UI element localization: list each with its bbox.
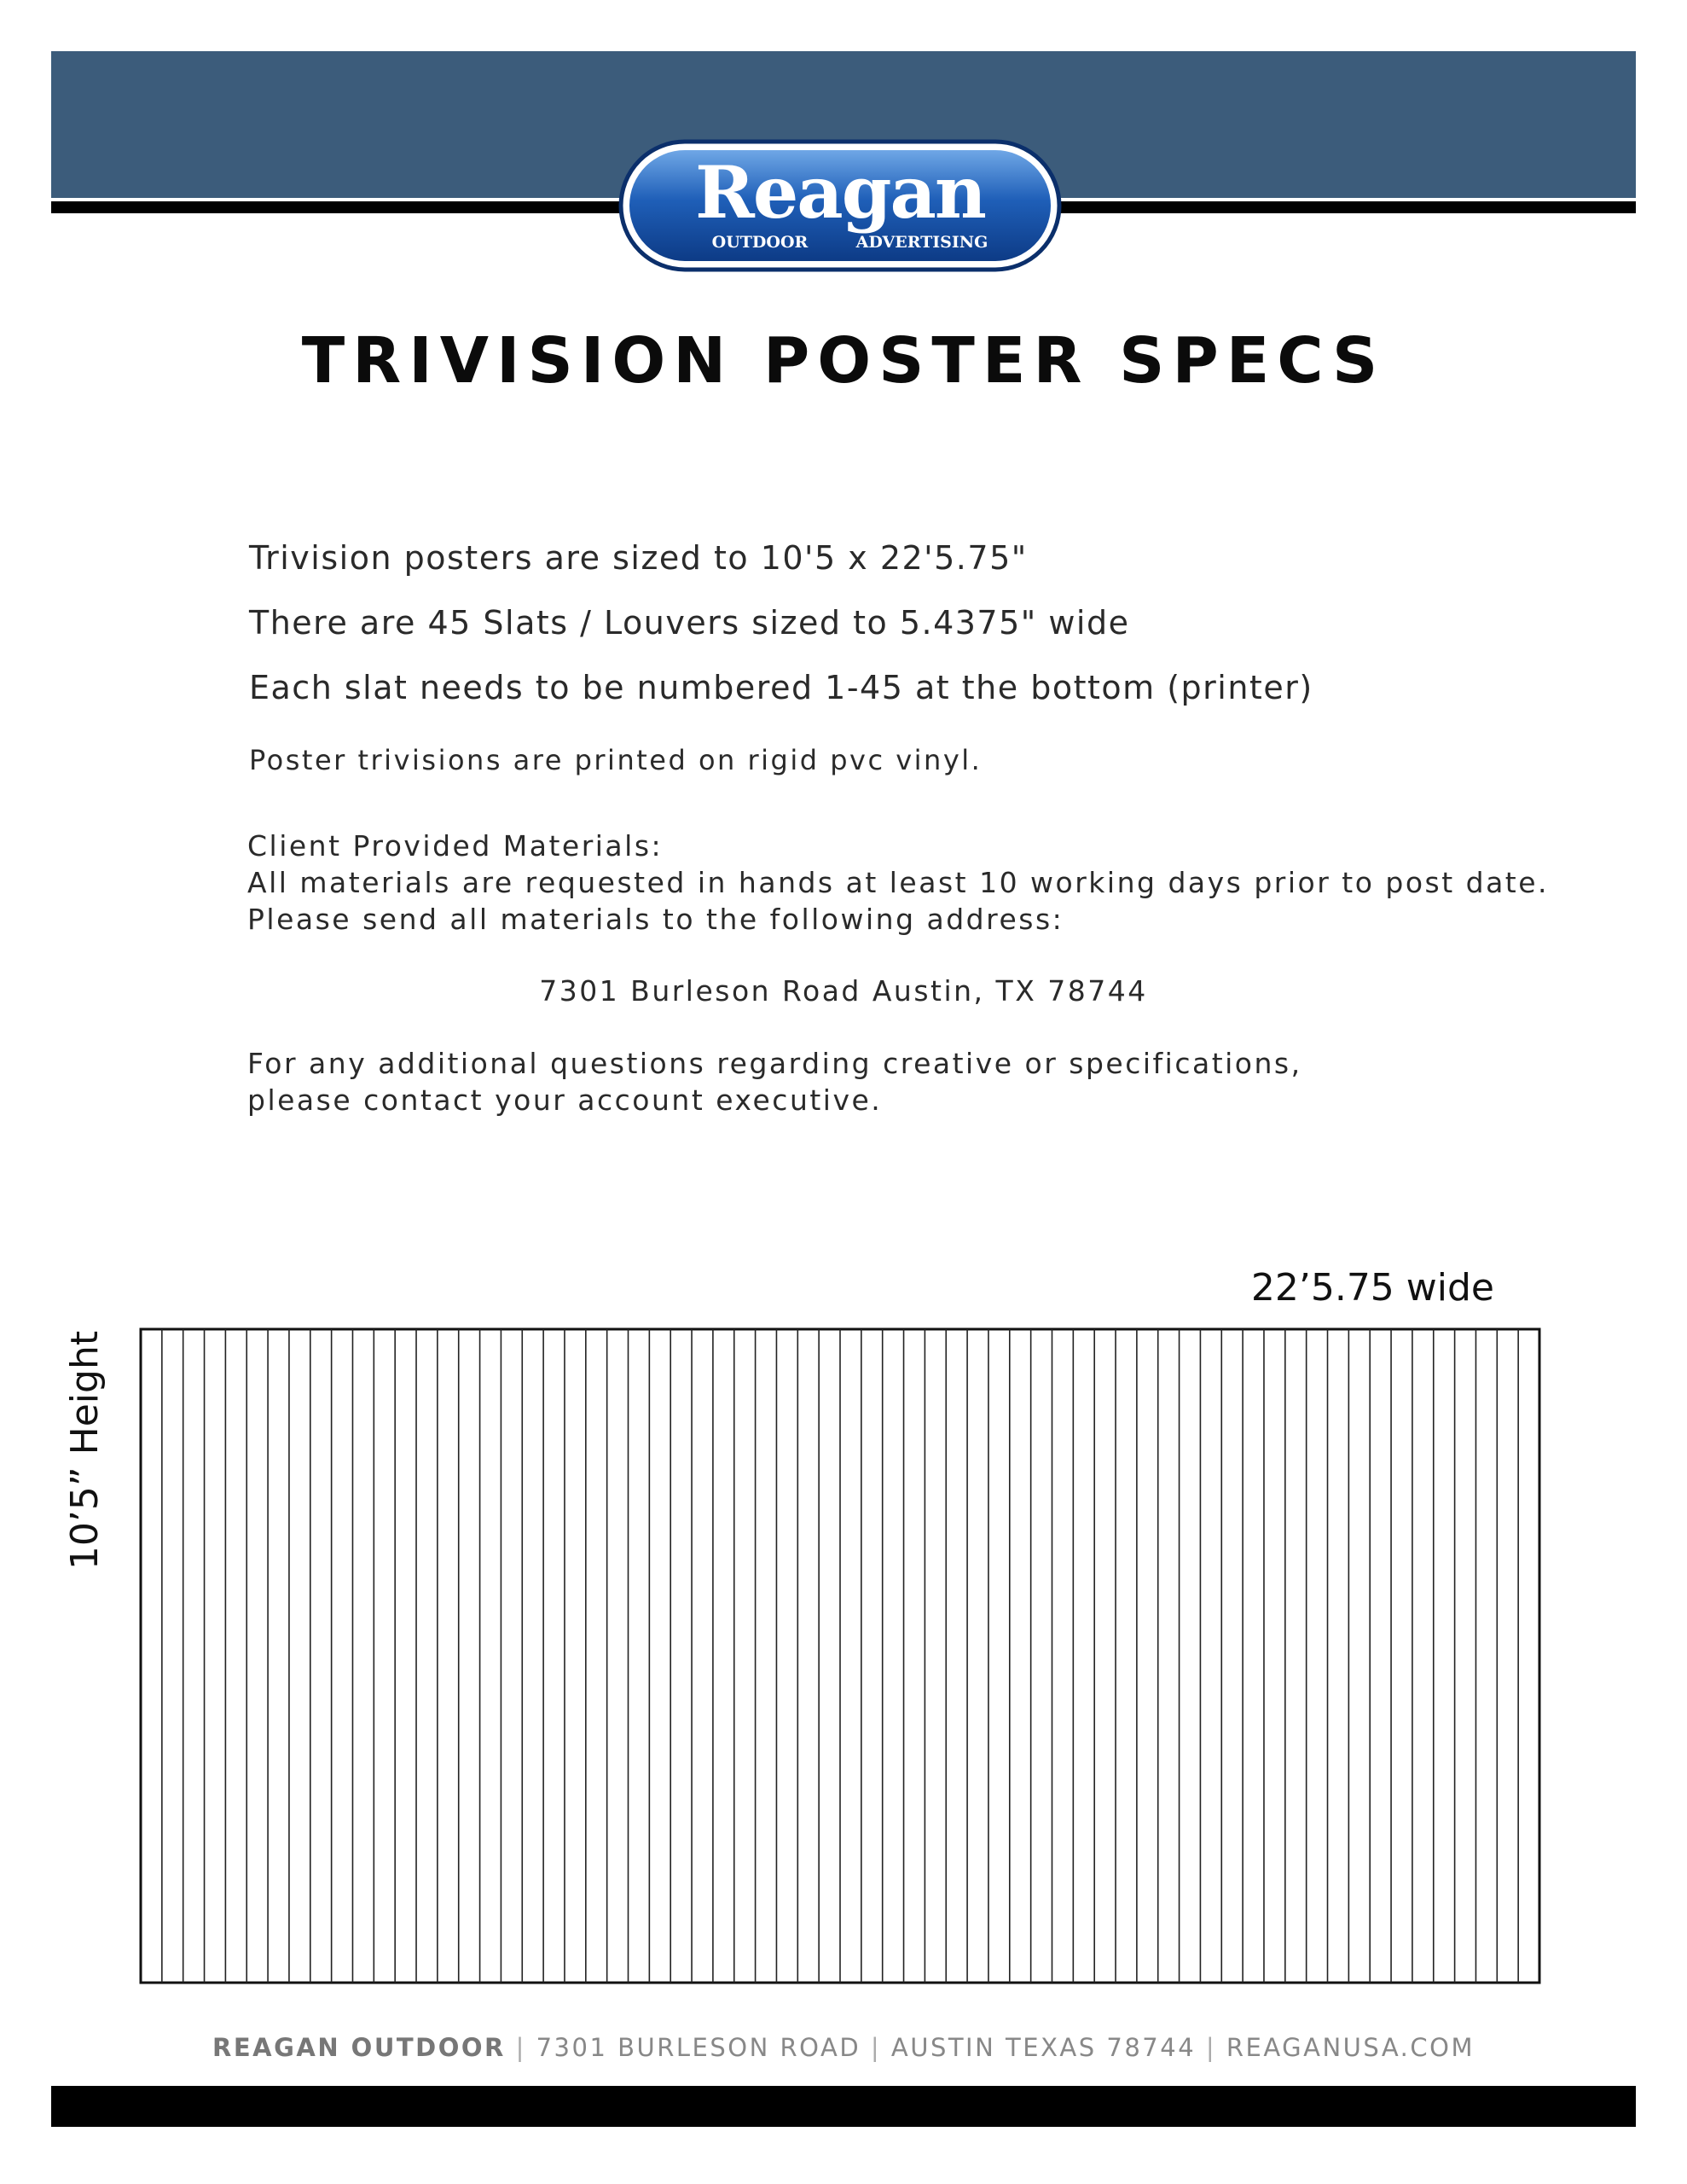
logo-advertising-text: ADVERTISING [855, 233, 988, 252]
materials-deadline: All materials are requested in hands at least 10 working days prior to post date. [247, 866, 1550, 899]
shipping-address: 7301 Burleson Road Austin, TX 78744 [539, 974, 1148, 1008]
footer-website[interactable]: REAGANUSA.COM [1226, 2033, 1475, 2062]
footer-address: 7301 BURLESON ROAD [536, 2033, 861, 2062]
footer-info: REAGAN OUTDOOR | 7301 BURLESON ROAD | AUSTIN TEXAS 78744 | REAGANUSA.COM [212, 2033, 1475, 2062]
footer-city: AUSTIN TEXAS 78744 [890, 2033, 1197, 2062]
contact-line-2: please contact your account executive. [247, 1083, 883, 1117]
materials-block [247, 828, 1549, 938]
logo-outdoor-text: OUTDOOR [711, 233, 809, 252]
spec-slats: There are 45 Slats / Louvers sized to 5.4375" wide [249, 604, 1130, 642]
footer-bar [51, 2086, 1636, 2127]
height-dimension-label: 10’5” Height [63, 1330, 107, 1571]
spec-material: Poster trivisions are printed on rigid pvc vinyl. [249, 744, 983, 776]
reagan-logo [618, 139, 1062, 272]
logo-wordmark: Reagan [695, 150, 985, 235]
contact-line-1: For any additional questions regarding creative or specifications, [247, 1047, 1302, 1080]
page-title: TRIVISION POSTER SPECS [301, 324, 1386, 398]
trivision-slat-diagram [139, 1327, 1541, 1984]
materials-heading: Client Provided Materials: [247, 829, 664, 863]
materials-send: Please send all materials to the following address: [247, 903, 1064, 936]
contact-block [247, 1045, 1302, 1118]
width-dimension-label: 22’5.75 wide [1250, 1266, 1494, 1310]
spec-numbering: Each slat needs to be numbered 1-45 at the bottom (printer) [249, 669, 1313, 706]
spec-size: Trivision posters are sized to 10'5 x 22'5.75" [249, 539, 1028, 577]
footer-brand: REAGAN OUTDOOR [212, 2033, 506, 2062]
